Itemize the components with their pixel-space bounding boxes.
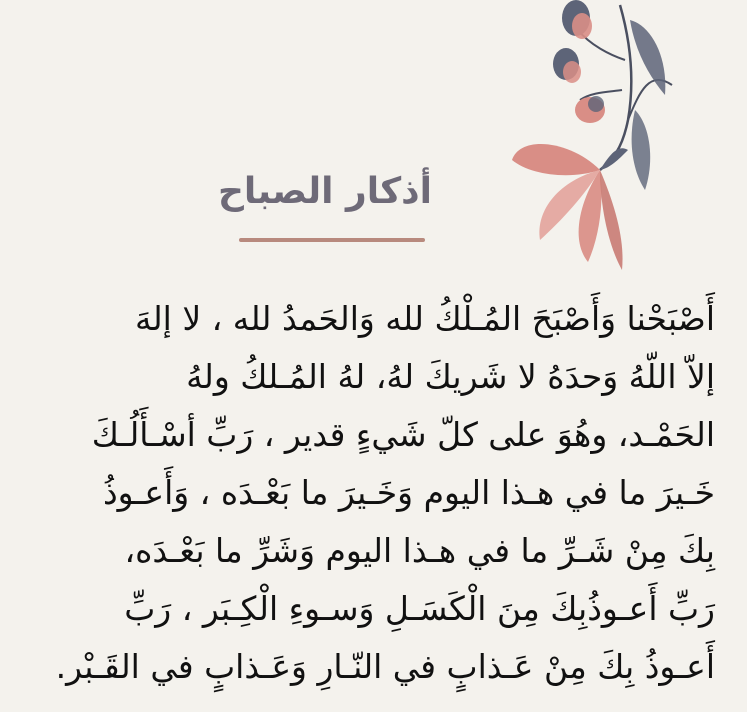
- text-line: رَبِّ أَعـوذُبِكَ مِنَ الْكَسَـلِ وَسـوءِ الْكِـبَر ، رَبِّ: [124, 589, 715, 628]
- text-line: أَعـوذُ بِكَ مِنْ عَـذابٍ في النّـارِ وَعَـذابٍ في القَـبْر.: [55, 647, 715, 686]
- text-line: خَـيرَ ما في هـذا اليوم وَخَـيرَ ما بَعْـدَه ، وَأَعـوذُ: [102, 473, 715, 512]
- text-line: الحَمْـد، وهُوَ على كلّ شَيءٍ قدير ، رَبِّ أسْـأَلُـكَ: [91, 415, 715, 454]
- text-line: إلاّ اللّهُ وَحدَهُ لا شَريكَ لهُ، لهُ المُـلكُ ولهُ: [186, 357, 715, 396]
- text-line: أَصْبَحْنا وَأَصْبَحَ المُـلْكُ لله وَالحَمدُ لله ، لا إلهَ: [134, 299, 715, 338]
- text-line: بِكَ مِنْ شَـرِّ ما في هـذا اليوم وَشَرِّ ما بَعْـدَه،: [124, 531, 715, 570]
- dhikr-text: [30, 290, 715, 696]
- page-title: أذكار الصباح: [217, 171, 432, 212]
- title-divider: [239, 238, 425, 242]
- floral-decoration-icon: [500, 0, 690, 290]
